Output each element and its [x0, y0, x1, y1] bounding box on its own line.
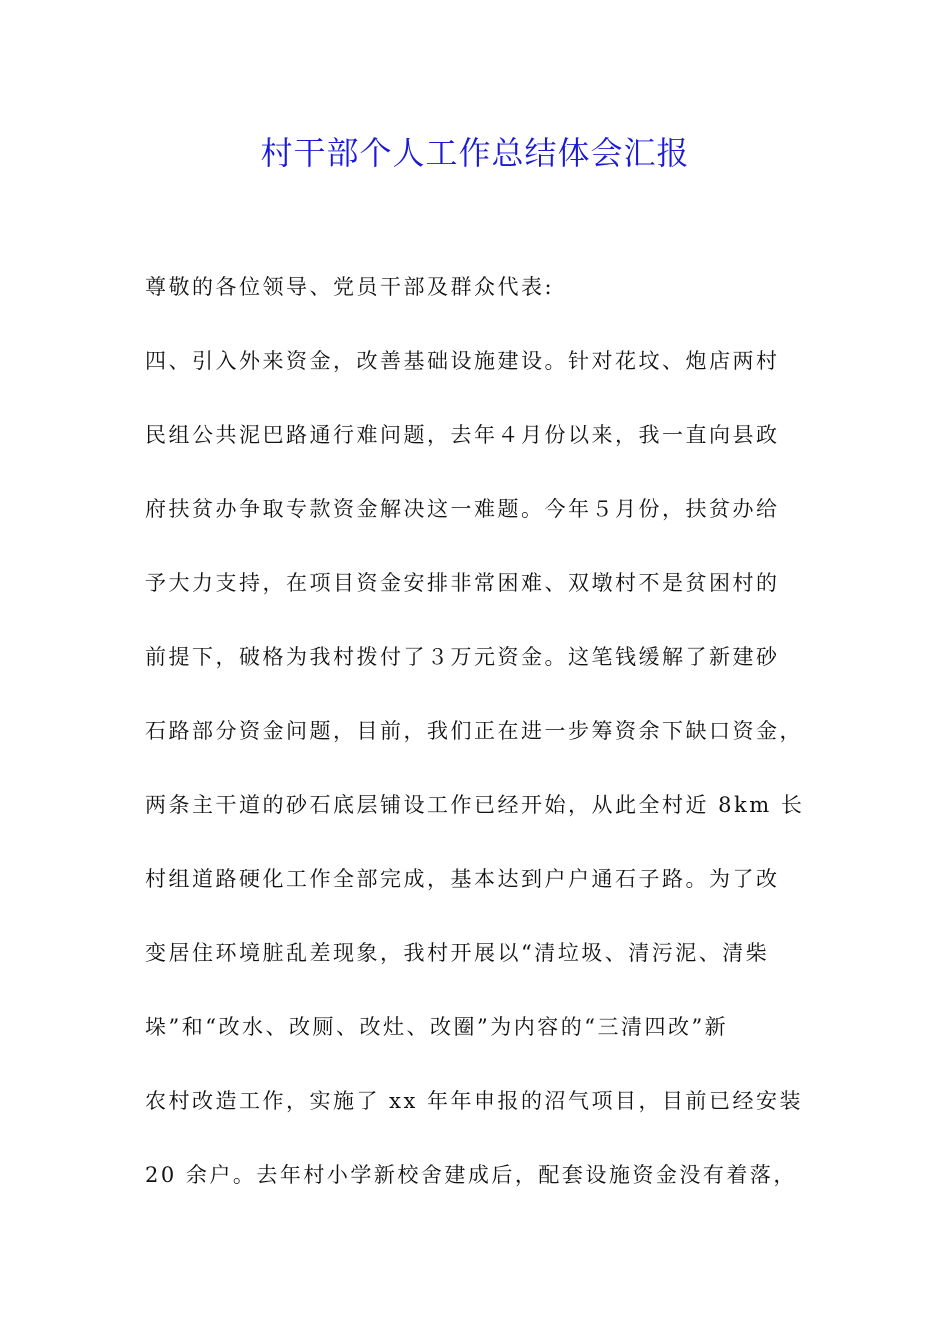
body-line: 石路部分资金问题，目前，我们正在进一步筹资余下缺口资金， — [145, 719, 803, 743]
body-line: 府扶贫办争取专款资金解决这一难题。今年５月份，扶贫办给 — [145, 497, 780, 521]
body-line: 予大力支持，在项目资金安排非常困难、双墩村不是贫困村的 — [145, 571, 780, 595]
body-line: 村组道路硬化工作全部完成，基本达到户户通石子路。为了改 — [145, 867, 780, 891]
document-title: 村干部个人工作总结体会汇报 — [260, 134, 690, 172]
body-line: 两条主干道的砂石底层铺设工作已经开始，从此全村近 8km 长 — [145, 793, 805, 817]
body-line: 四、引入外来资金，改善基础设施建设。针对花坟、炮店两村 — [145, 349, 780, 373]
body-line: 垛”和“改水、改厕、改灶、改圈”为内容的“三清四改”新 — [145, 1015, 729, 1039]
salutation: 尊敬的各位领导、党员干部及群众代表: — [145, 275, 555, 299]
body-line: 20 余户。去年村小学新校舍建成后，配套设施资金没有着落， — [145, 1163, 797, 1187]
body-line: 变居住环境脏乱差现象，我村开展以“清垃圾、清污泥、清柴 — [145, 941, 770, 965]
body-line: 农村改造工作，实施了 xx 年年申报的沼气项目，目前已经安装 — [145, 1089, 804, 1113]
body-line: 前提下，破格为我村拨付了３万元资金。这笔钱缓解了新建砂 — [145, 645, 780, 669]
body-line: 民组公共泥巴路通行难问题，去年４月份以来，我一直向县政 — [145, 423, 780, 447]
